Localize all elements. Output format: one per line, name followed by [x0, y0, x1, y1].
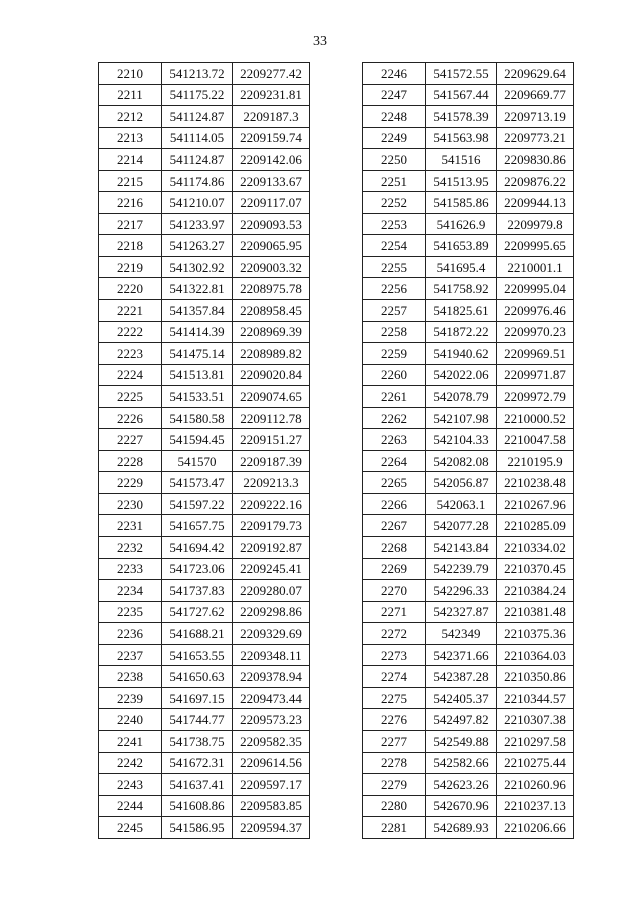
- x-coordinate-cell: 542371.66: [426, 644, 497, 666]
- y-coordinate-cell: 2209179.73: [233, 515, 310, 537]
- x-coordinate-cell: 541114.05: [162, 127, 233, 149]
- x-coordinate-cell: 542056.87: [426, 472, 497, 494]
- point-number-cell: 2245: [99, 817, 162, 839]
- x-coordinate-cell: 541594.45: [162, 429, 233, 451]
- x-coordinate-cell: 541695.4: [426, 256, 497, 278]
- point-number-cell: 2226: [99, 407, 162, 429]
- table-row: [99, 300, 310, 322]
- point-number-cell: 2254: [363, 235, 426, 257]
- point-number-cell: 2265: [363, 472, 426, 494]
- point-number-cell: 2262: [363, 407, 426, 429]
- point-number-cell: 2276: [363, 709, 426, 731]
- y-coordinate-cell: 2210267.96: [497, 493, 574, 515]
- y-coordinate-cell: 2209142.06: [233, 149, 310, 171]
- x-coordinate-cell: 541694.42: [162, 537, 233, 559]
- y-coordinate-cell: 2209969.51: [497, 343, 574, 365]
- table-row: [99, 127, 310, 149]
- x-coordinate-cell: 541233.97: [162, 213, 233, 235]
- x-coordinate-cell: 541175.22: [162, 84, 233, 106]
- y-coordinate-cell: 2209971.87: [497, 364, 574, 386]
- point-number-cell: 2274: [363, 666, 426, 688]
- y-coordinate-cell: 2209378.94: [233, 666, 310, 688]
- table-row: [363, 623, 574, 645]
- x-coordinate-cell: 541626.9: [426, 213, 497, 235]
- point-number-cell: 2264: [363, 450, 426, 472]
- y-coordinate-cell: 2210297.58: [497, 730, 574, 752]
- table-row: [99, 84, 310, 106]
- x-coordinate-cell: 542387.28: [426, 666, 497, 688]
- point-number-cell: 2278: [363, 752, 426, 774]
- y-coordinate-cell: 2210001.1: [497, 256, 574, 278]
- y-coordinate-cell: 2210047.58: [497, 429, 574, 451]
- point-number-cell: 2243: [99, 774, 162, 796]
- point-number-cell: 2263: [363, 429, 426, 451]
- y-coordinate-cell: 2209876.22: [497, 170, 574, 192]
- y-coordinate-cell: 2209995.65: [497, 235, 574, 257]
- y-coordinate-cell: 2210334.02: [497, 537, 574, 559]
- point-number-cell: 2241: [99, 730, 162, 752]
- table-row: [363, 817, 574, 839]
- point-number-cell: 2268: [363, 537, 426, 559]
- x-coordinate-cell: 541738.75: [162, 730, 233, 752]
- x-coordinate-cell: 541872.22: [426, 321, 497, 343]
- y-coordinate-cell: 2209277.42: [233, 63, 310, 85]
- y-coordinate-cell: 2208975.78: [233, 278, 310, 300]
- y-coordinate-cell: 2209594.37: [233, 817, 310, 839]
- y-coordinate-cell: 2209597.17: [233, 774, 310, 796]
- y-coordinate-cell: 2209280.07: [233, 580, 310, 602]
- point-number-cell: 2216: [99, 192, 162, 214]
- x-coordinate-cell: 541573.47: [162, 472, 233, 494]
- x-coordinate-cell: 541657.75: [162, 515, 233, 537]
- y-coordinate-cell: 2209213.3: [233, 472, 310, 494]
- y-coordinate-cell: 2209245.41: [233, 558, 310, 580]
- table-row: [99, 709, 310, 731]
- point-number-cell: 2239: [99, 687, 162, 709]
- y-coordinate-cell: 2210350.86: [497, 666, 574, 688]
- point-number-cell: 2231: [99, 515, 162, 537]
- x-coordinate-cell: 541586.95: [162, 817, 233, 839]
- x-coordinate-cell: 541572.55: [426, 63, 497, 85]
- point-number-cell: 2267: [363, 515, 426, 537]
- x-coordinate-cell: 541513.95: [426, 170, 497, 192]
- point-number-cell: 2261: [363, 386, 426, 408]
- y-coordinate-cell: 2209573.23: [233, 709, 310, 731]
- y-coordinate-cell: 2209629.64: [497, 63, 574, 85]
- point-number-cell: 2251: [363, 170, 426, 192]
- x-coordinate-cell: 542063.1: [426, 493, 497, 515]
- point-number-cell: 2242: [99, 752, 162, 774]
- y-coordinate-cell: 2210364.03: [497, 644, 574, 666]
- x-coordinate-cell: 541744.77: [162, 709, 233, 731]
- point-number-cell: 2237: [99, 644, 162, 666]
- y-coordinate-cell: 2209583.85: [233, 795, 310, 817]
- table-row: [363, 106, 574, 128]
- y-coordinate-cell: 2209151.27: [233, 429, 310, 451]
- x-coordinate-cell: 541570: [162, 450, 233, 472]
- table-row: [363, 256, 574, 278]
- table-row: [99, 515, 310, 537]
- coordinates-table-right: [362, 62, 574, 839]
- y-coordinate-cell: 2209003.32: [233, 256, 310, 278]
- y-coordinate-cell: 2208969.39: [233, 321, 310, 343]
- table-row: [99, 364, 310, 386]
- table-row: [363, 170, 574, 192]
- table-row: [99, 192, 310, 214]
- table-row: [363, 580, 574, 602]
- point-number-cell: 2222: [99, 321, 162, 343]
- table-row: [99, 256, 310, 278]
- x-coordinate-cell: 542349: [426, 623, 497, 645]
- y-coordinate-cell: 2210375.36: [497, 623, 574, 645]
- table-row: [99, 493, 310, 515]
- x-coordinate-cell: 542689.93: [426, 817, 497, 839]
- point-number-cell: 2217: [99, 213, 162, 235]
- y-coordinate-cell: 2209020.84: [233, 364, 310, 386]
- point-number-cell: 2215: [99, 170, 162, 192]
- x-coordinate-cell: 541213.72: [162, 63, 233, 85]
- point-number-cell: 2252: [363, 192, 426, 214]
- table-row: [99, 407, 310, 429]
- table-row: [363, 644, 574, 666]
- point-number-cell: 2220: [99, 278, 162, 300]
- table-row: [363, 300, 574, 322]
- y-coordinate-cell: 2209329.69: [233, 623, 310, 645]
- y-coordinate-cell: 2209065.95: [233, 235, 310, 257]
- y-coordinate-cell: 2210381.48: [497, 601, 574, 623]
- point-number-cell: 2240: [99, 709, 162, 731]
- x-coordinate-cell: 541688.21: [162, 623, 233, 645]
- table-row: [363, 558, 574, 580]
- y-coordinate-cell: 2209713.19: [497, 106, 574, 128]
- table-row: [99, 429, 310, 451]
- x-coordinate-cell: 542296.33: [426, 580, 497, 602]
- table-row: [363, 407, 574, 429]
- y-coordinate-cell: 2209093.53: [233, 213, 310, 235]
- point-number-cell: 2210: [99, 63, 162, 85]
- x-coordinate-cell: 542405.37: [426, 687, 497, 709]
- y-coordinate-cell: 2209187.3: [233, 106, 310, 128]
- y-coordinate-cell: 2209074.65: [233, 386, 310, 408]
- table-row: [363, 278, 574, 300]
- x-coordinate-cell: 542670.96: [426, 795, 497, 817]
- point-number-cell: 2259: [363, 343, 426, 365]
- point-number-cell: 2227: [99, 429, 162, 451]
- table-row: [363, 63, 574, 85]
- y-coordinate-cell: 2210285.09: [497, 515, 574, 537]
- point-number-cell: 2258: [363, 321, 426, 343]
- y-coordinate-cell: 2209944.13: [497, 192, 574, 214]
- point-number-cell: 2229: [99, 472, 162, 494]
- y-coordinate-cell: 2209298.86: [233, 601, 310, 623]
- table-row: [99, 537, 310, 559]
- table-row: [363, 386, 574, 408]
- x-coordinate-cell: 541567.44: [426, 84, 497, 106]
- point-number-cell: 2228: [99, 450, 162, 472]
- point-number-cell: 2249: [363, 127, 426, 149]
- point-number-cell: 2233: [99, 558, 162, 580]
- point-number-cell: 2257: [363, 300, 426, 322]
- table-row: [363, 213, 574, 235]
- x-coordinate-cell: 542143.84: [426, 537, 497, 559]
- table-row: [99, 666, 310, 688]
- x-coordinate-cell: 542077.28: [426, 515, 497, 537]
- table-row: [99, 278, 310, 300]
- x-coordinate-cell: 541414.39: [162, 321, 233, 343]
- table-row: [363, 149, 574, 171]
- y-coordinate-cell: 2209976.46: [497, 300, 574, 322]
- table-row: [363, 192, 574, 214]
- y-coordinate-cell: 2208958.45: [233, 300, 310, 322]
- y-coordinate-cell: 2209159.74: [233, 127, 310, 149]
- table-row: [363, 601, 574, 623]
- point-number-cell: 2260: [363, 364, 426, 386]
- y-coordinate-cell: 2210195.9: [497, 450, 574, 472]
- y-coordinate-cell: 2209979.8: [497, 213, 574, 235]
- table-row: [99, 149, 310, 171]
- table-row: [363, 429, 574, 451]
- x-coordinate-cell: 541513.81: [162, 364, 233, 386]
- x-coordinate-cell: 542107.98: [426, 407, 497, 429]
- point-number-cell: 2221: [99, 300, 162, 322]
- table-row: [99, 235, 310, 257]
- y-coordinate-cell: 2209133.67: [233, 170, 310, 192]
- y-coordinate-cell: 2210260.96: [497, 774, 574, 796]
- y-coordinate-cell: 2210237.13: [497, 795, 574, 817]
- point-number-cell: 2270: [363, 580, 426, 602]
- table-row: [363, 774, 574, 796]
- x-coordinate-cell: 541475.14: [162, 343, 233, 365]
- x-coordinate-cell: 541940.62: [426, 343, 497, 365]
- y-coordinate-cell: 2210238.48: [497, 472, 574, 494]
- y-coordinate-cell: 2209222.16: [233, 493, 310, 515]
- y-coordinate-cell: 2209970.23: [497, 321, 574, 343]
- point-number-cell: 2253: [363, 213, 426, 235]
- point-number-cell: 2269: [363, 558, 426, 580]
- point-number-cell: 2256: [363, 278, 426, 300]
- table-row: [99, 450, 310, 472]
- point-number-cell: 2219: [99, 256, 162, 278]
- table-row: [363, 472, 574, 494]
- point-number-cell: 2272: [363, 623, 426, 645]
- x-coordinate-cell: 541302.92: [162, 256, 233, 278]
- x-coordinate-cell: 541727.62: [162, 601, 233, 623]
- point-number-cell: 2225: [99, 386, 162, 408]
- y-coordinate-cell: 2209473.44: [233, 687, 310, 709]
- y-coordinate-cell: 2210000.52: [497, 407, 574, 429]
- y-coordinate-cell: 2208989.82: [233, 343, 310, 365]
- table-row: [363, 752, 574, 774]
- x-coordinate-cell: 541758.92: [426, 278, 497, 300]
- x-coordinate-cell: 541825.61: [426, 300, 497, 322]
- x-coordinate-cell: 542497.82: [426, 709, 497, 731]
- point-number-cell: 2250: [363, 149, 426, 171]
- point-number-cell: 2212: [99, 106, 162, 128]
- table-row: [363, 84, 574, 106]
- point-number-cell: 2238: [99, 666, 162, 688]
- table-row: [363, 450, 574, 472]
- y-coordinate-cell: 2210370.45: [497, 558, 574, 580]
- point-number-cell: 2246: [363, 63, 426, 85]
- y-coordinate-cell: 2210344.57: [497, 687, 574, 709]
- table-row: [99, 730, 310, 752]
- table-row: [99, 106, 310, 128]
- table-row: [99, 472, 310, 494]
- x-coordinate-cell: 541653.55: [162, 644, 233, 666]
- table-row: [99, 601, 310, 623]
- table-row: [363, 127, 574, 149]
- y-coordinate-cell: 2209187.39: [233, 450, 310, 472]
- x-coordinate-cell: 542549.88: [426, 730, 497, 752]
- x-coordinate-cell: 541723.06: [162, 558, 233, 580]
- y-coordinate-cell: 2209192.87: [233, 537, 310, 559]
- point-number-cell: 2213: [99, 127, 162, 149]
- point-number-cell: 2266: [363, 493, 426, 515]
- x-coordinate-cell: 542239.79: [426, 558, 497, 580]
- point-number-cell: 2234: [99, 580, 162, 602]
- point-number-cell: 2235: [99, 601, 162, 623]
- point-number-cell: 2214: [99, 149, 162, 171]
- table-row: [99, 213, 310, 235]
- coordinates-table-left: [98, 62, 310, 839]
- table-row: [363, 795, 574, 817]
- y-coordinate-cell: 2210384.24: [497, 580, 574, 602]
- y-coordinate-cell: 2209773.21: [497, 127, 574, 149]
- table-row: [363, 730, 574, 752]
- x-coordinate-cell: 541637.41: [162, 774, 233, 796]
- x-coordinate-cell: 541357.84: [162, 300, 233, 322]
- point-number-cell: 2277: [363, 730, 426, 752]
- table-row: [363, 321, 574, 343]
- x-coordinate-cell: 541210.07: [162, 192, 233, 214]
- x-coordinate-cell: 541650.63: [162, 666, 233, 688]
- point-number-cell: 2281: [363, 817, 426, 839]
- x-coordinate-cell: 541533.51: [162, 386, 233, 408]
- y-coordinate-cell: 2210275.44: [497, 752, 574, 774]
- x-coordinate-cell: 541124.87: [162, 149, 233, 171]
- x-coordinate-cell: 542327.87: [426, 601, 497, 623]
- y-coordinate-cell: 2210206.66: [497, 817, 574, 839]
- table-row: [363, 493, 574, 515]
- table-row: [99, 558, 310, 580]
- y-coordinate-cell: 2209231.81: [233, 84, 310, 106]
- y-coordinate-cell: 2209614.56: [233, 752, 310, 774]
- x-coordinate-cell: 542078.79: [426, 386, 497, 408]
- x-coordinate-cell: 541608.86: [162, 795, 233, 817]
- y-coordinate-cell: 2209669.77: [497, 84, 574, 106]
- point-number-cell: 2244: [99, 795, 162, 817]
- x-coordinate-cell: 541124.87: [162, 106, 233, 128]
- x-coordinate-cell: 541516: [426, 149, 497, 171]
- y-coordinate-cell: 2209972.79: [497, 386, 574, 408]
- x-coordinate-cell: 541580.58: [162, 407, 233, 429]
- x-coordinate-cell: 541737.83: [162, 580, 233, 602]
- table-row: [99, 644, 310, 666]
- point-number-cell: 2247: [363, 84, 426, 106]
- x-coordinate-cell: 542104.33: [426, 429, 497, 451]
- table-row: [99, 687, 310, 709]
- point-number-cell: 2279: [363, 774, 426, 796]
- point-number-cell: 2280: [363, 795, 426, 817]
- x-coordinate-cell: 541578.39: [426, 106, 497, 128]
- table-row: [363, 343, 574, 365]
- x-coordinate-cell: 541697.15: [162, 687, 233, 709]
- table-row: [363, 515, 574, 537]
- x-coordinate-cell: 542022.06: [426, 364, 497, 386]
- table-row: [99, 752, 310, 774]
- table-row: [99, 817, 310, 839]
- point-number-cell: 2236: [99, 623, 162, 645]
- y-coordinate-cell: 2209117.07: [233, 192, 310, 214]
- point-number-cell: 2271: [363, 601, 426, 623]
- table-row: [99, 795, 310, 817]
- x-coordinate-cell: 542623.26: [426, 774, 497, 796]
- table-row: [99, 170, 310, 192]
- x-coordinate-cell: 541597.22: [162, 493, 233, 515]
- x-coordinate-cell: 541563.98: [426, 127, 497, 149]
- point-number-cell: 2248: [363, 106, 426, 128]
- x-coordinate-cell: 542582.66: [426, 752, 497, 774]
- x-coordinate-cell: 541174.86: [162, 170, 233, 192]
- y-coordinate-cell: 2209830.86: [497, 149, 574, 171]
- table-row: [99, 343, 310, 365]
- point-number-cell: 2224: [99, 364, 162, 386]
- table-row: [363, 666, 574, 688]
- point-number-cell: 2275: [363, 687, 426, 709]
- x-coordinate-cell: 541653.89: [426, 235, 497, 257]
- table-row: [99, 63, 310, 85]
- y-coordinate-cell: 2209995.04: [497, 278, 574, 300]
- x-coordinate-cell: 541322.81: [162, 278, 233, 300]
- page-number: 33: [313, 34, 327, 49]
- point-number-cell: 2211: [99, 84, 162, 106]
- table-row: [99, 623, 310, 645]
- x-coordinate-cell: 541672.31: [162, 752, 233, 774]
- table-row: [99, 774, 310, 796]
- x-coordinate-cell: 541585.86: [426, 192, 497, 214]
- table-row: [363, 537, 574, 559]
- y-coordinate-cell: 2210307.38: [497, 709, 574, 731]
- point-number-cell: 2223: [99, 343, 162, 365]
- point-number-cell: 2232: [99, 537, 162, 559]
- y-coordinate-cell: 2209112.78: [233, 407, 310, 429]
- y-coordinate-cell: 2209348.11: [233, 644, 310, 666]
- table-row: [363, 687, 574, 709]
- point-number-cell: 2230: [99, 493, 162, 515]
- table-row: [363, 235, 574, 257]
- x-coordinate-cell: 542082.08: [426, 450, 497, 472]
- table-row: [99, 321, 310, 343]
- table-row: [99, 386, 310, 408]
- table-row: [99, 580, 310, 602]
- table-row: [363, 709, 574, 731]
- point-number-cell: 2273: [363, 644, 426, 666]
- table-row: [363, 364, 574, 386]
- x-coordinate-cell: 541263.27: [162, 235, 233, 257]
- point-number-cell: 2255: [363, 256, 426, 278]
- y-coordinate-cell: 2209582.35: [233, 730, 310, 752]
- point-number-cell: 2218: [99, 235, 162, 257]
